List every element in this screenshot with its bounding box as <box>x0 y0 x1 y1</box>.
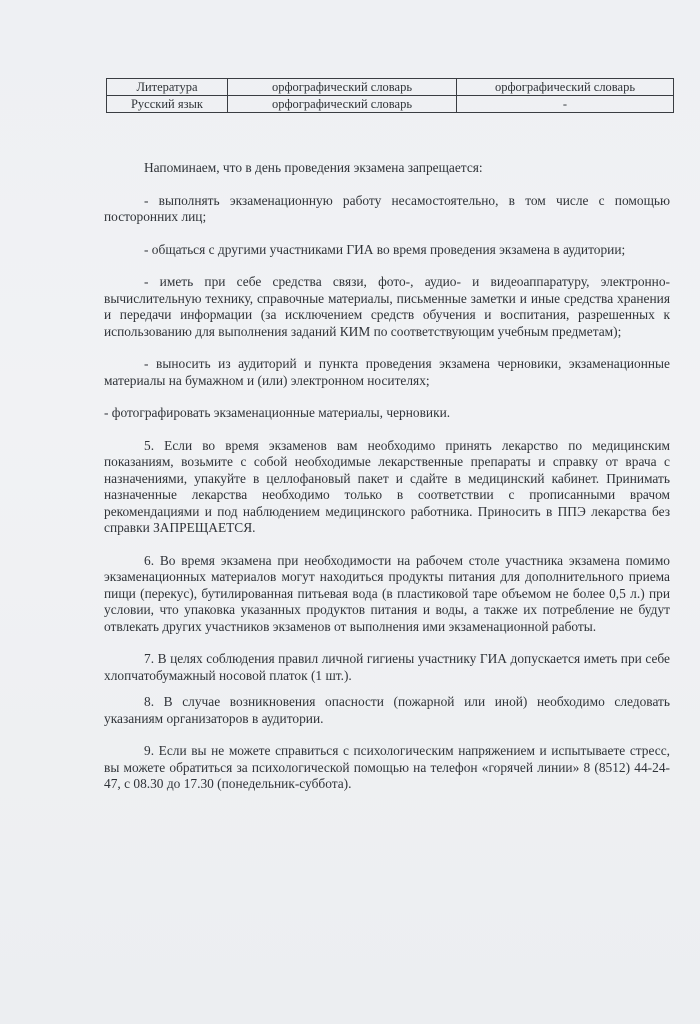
prohibition-item: - общаться с другими участниками ГИА во время проведения экзамена в аудитории; <box>144 241 626 257</box>
paragraph-6: 6. Во время экзамена при необходимости на рабочем столе участника экзамена помимо экзаменационных материалов могут находиться продукты питания для дополнительного приема пищи (перекус), бутилированная питьевая вода (в пластиковой таре объемом не более 0,5 л.) при условии, что упаковка указанных продуктов питания и воды, а также их потребление не будут отвлекать других участников экзаменов от выполнения ими экзаменационной работы. <box>104 552 670 634</box>
paragraph-8: 8. В случае возникновения опасности (пожарной или иной) необходимо следовать указаниям организаторов в аудитории. <box>104 694 670 726</box>
table-cell-subject: Русский язык <box>107 96 228 113</box>
table-row <box>107 79 674 96</box>
document-body <box>104 160 670 809</box>
paragraph-7: 7. В целях соблюдения правил личной гигиены участнику ГИА допускается иметь при себе хлопчатобумажный носовой платок (1 шт.). <box>104 651 670 683</box>
subjects-table <box>106 78 674 113</box>
table-cell: - <box>457 96 674 113</box>
prohibition-item: - выполнять экзаменационную работу несамостоятельно, в том числе с помощью посторонних лиц; <box>104 192 670 224</box>
table-cell-subject: Литература <box>107 79 228 96</box>
table-cell: орфографический словарь <box>457 79 674 96</box>
prohibition-item: - иметь при себе средства связи, фото-, аудио- и видеоаппаратуру, электронно-вычислительную технику, справочные материалы, письменные заметки и иные средства хранения и передачи информации (за исключением средств обучения и воспитания, разрешенных к использованию для выполнения заданий КИМ по соответствующим учебным предметам); <box>104 274 670 339</box>
prohibition-item: - выносить из аудиторий и пункта проведения экзамена черновики, экзаменационные материалы на бумажном и (или) электронном носителях; <box>104 356 670 388</box>
table-cell: орфографический словарь <box>228 96 457 113</box>
table-row <box>107 96 674 113</box>
intro-paragraph: Напоминаем, что в день проведения экзамена запрещается: <box>144 160 483 175</box>
paragraph-9: 9. Если вы не можете справиться с психологическим напряжением и испытываете стресс, вы можете обратиться за психологической помощью на телефон «горячей линии» 8 (8512) 44-24-47, с 08.30 до 17.30 (понедельник-суббота). <box>104 743 670 791</box>
prohibition-item: - фотографировать экзаменационные материалы, черновики. <box>104 405 451 420</box>
table-cell: орфографический словарь <box>228 79 457 96</box>
paragraph-5: 5. Если во время экзаменов вам необходимо принять лекарство по медицинским показаниям, возьмите с собой необходимые лекарственные препараты и справку от врача с назначениями, упакуйте в целлофановый пакет и сдайте в медицинский кабинет. Принимать назначенные лекарства необходимо только в соответствии с прописанными врачом рекомендациями и под наблюдением медицинского работника. Приносить в ППЭ лекарства без справки ЗАПРЕЩАЕТСЯ. <box>104 437 670 535</box>
